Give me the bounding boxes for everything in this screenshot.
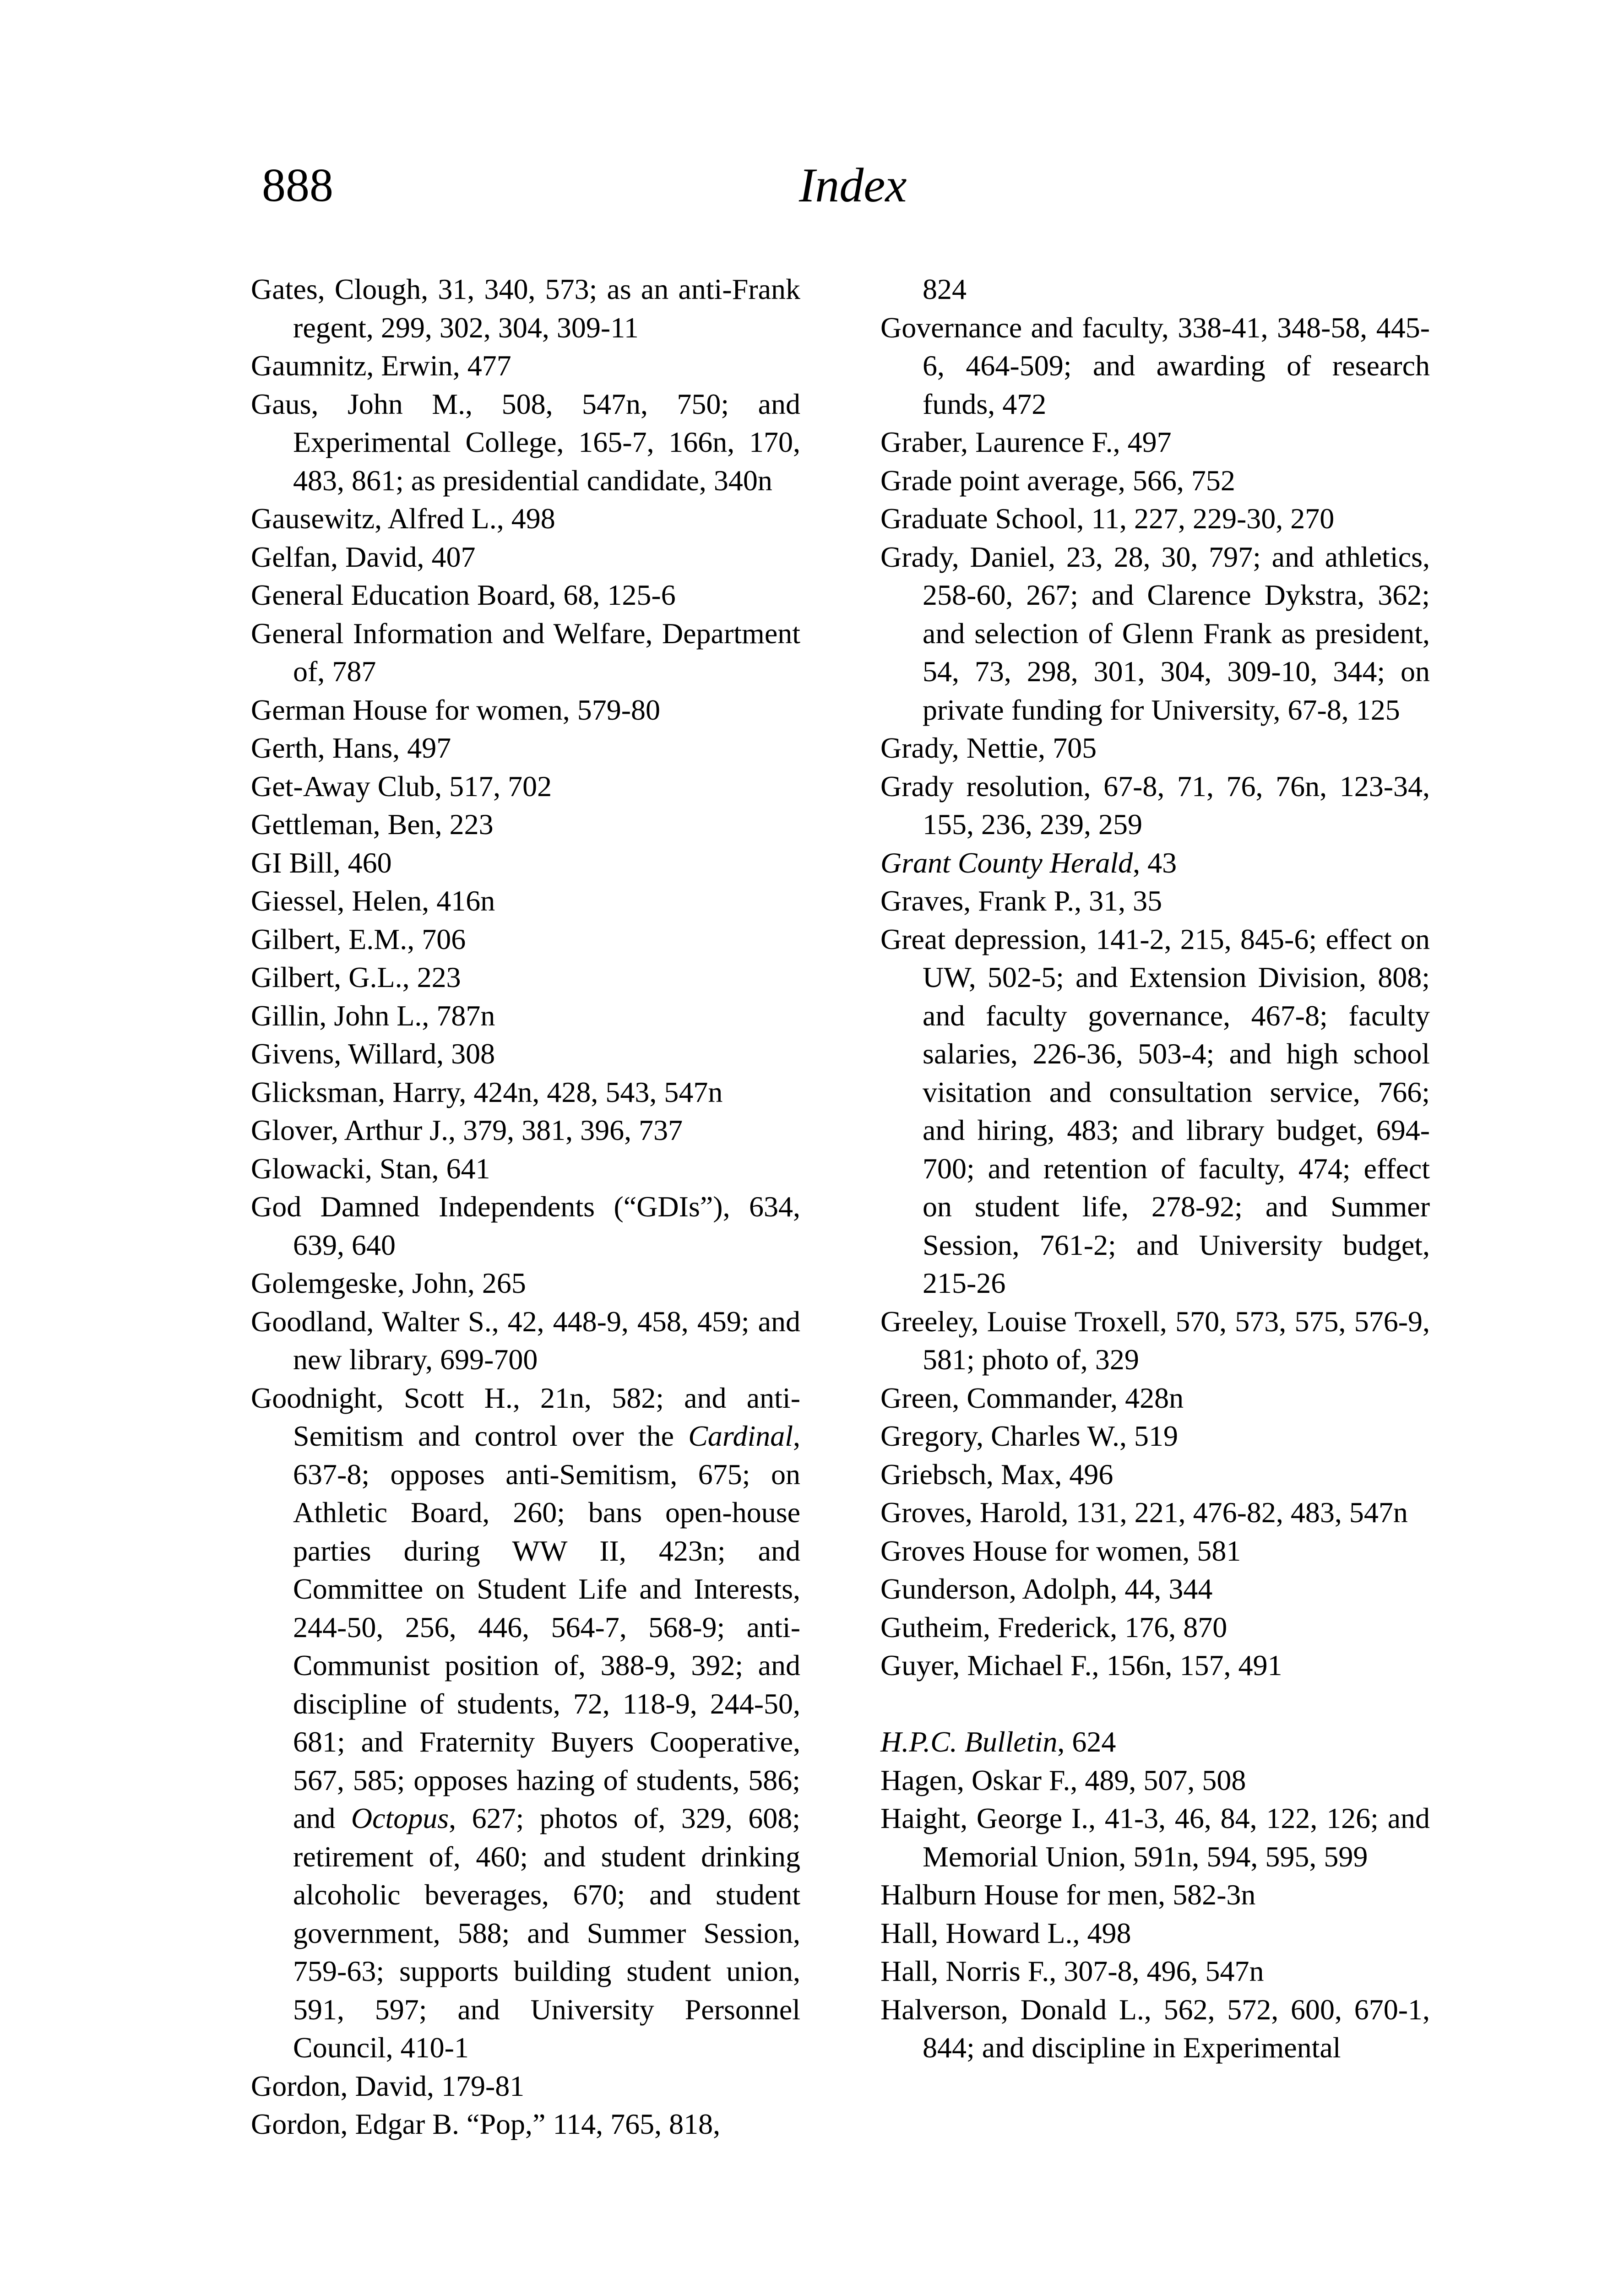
index-entry: Grady resolution, 67-8, 71, 76, 76n, 123-34, 155, 236, 239, 259 [880, 770, 1430, 841]
index-entry: General Information and Welfare, Department of, 787 [251, 617, 800, 688]
index-entry: Groves House for women, 581 [880, 1534, 1241, 1567]
index-entry: Gordon, David, 179-81 [251, 2069, 525, 2102]
index-entry: Graves, Frank P., 31, 35 [880, 884, 1162, 917]
index-entry: Guyer, Michael F., 156n, 157, 491 [880, 1649, 1282, 1681]
index-entry: Glicksman, Harry, 424n, 428, 543, 547n [251, 1075, 723, 1108]
index-entry: Giessel, Helen, 416n [251, 884, 495, 917]
index-entry: Glowacki, Stan, 641 [251, 1152, 490, 1185]
index-entry: Green, Commander, 428n [880, 1381, 1184, 1414]
index-entry: Gaus, John M., 508, 547n, 750; and Experimental College, 165-7, 166n, 170, 483, 861; as presidential candidate, 340n [251, 387, 800, 497]
index-entry: Gerth, Hans, 497 [251, 732, 451, 764]
index-entry: Gordon, Edgar B. “Pop,” 114, 765, 818, [251, 2108, 721, 2140]
index-entry: Get-Away Club, 517, 702 [251, 770, 552, 803]
title-cardinal: Cardinal [688, 1420, 793, 1452]
index-entry: Gaumnitz, Erwin, 477 [251, 349, 511, 382]
letter-section-gap [880, 1685, 1430, 1723]
index-column-left [251, 270, 800, 2143]
index-entry: Grade point average, 566, 752 [880, 464, 1235, 497]
index-entry: Grady, Daniel, 23, 28, 30, 797; and athletics, 258-60, 267; and Clarence Dykstra, 362; and selection of Glenn Frank as president, 54, 73, 298, 301, 304, 309-10, 344; on private funding for University, 67-8, 125 [880, 540, 1430, 726]
index-entry: Haight, George I., 41-3, 46, 84, 122, 126; and Memorial Union, 591n, 594, 595, 599 [880, 1802, 1430, 1873]
index-entry: Groves, Harold, 131, 221, 476-82, 483, 547n [880, 1496, 1408, 1529]
entry-text: , 627; photos of, 329, 608; retirement of, 460; and student drinking alcoholic beverages, 670; and student government, 588; and Summer Session, 759-63; supports building student union, 591, 597; and University Personnel Council, 410-1 [293, 1802, 800, 2064]
index-entry-grant-county [880, 844, 1430, 882]
index-entry: Graber, Laurence F., 497 [880, 426, 1172, 458]
index-entry: Goodland, Walter S., 42, 448-9, 458, 459; and new library, 699-700 [251, 1305, 800, 1376]
index-entry: Gillin, John L., 787n [251, 999, 495, 1032]
index-entry-continuation: 824 [923, 273, 967, 305]
title-grant-county-herald: Grant County Herald [880, 846, 1133, 879]
index-entry: Halburn House for men, 582-3n [880, 1878, 1256, 1911]
index-entry: Gates, Clough, 31, 340, 573; as an anti-Frank regent, 299, 302, 304, 309-11 [251, 273, 800, 344]
index-entry: Gunderson, Adolph, 44, 344 [880, 1573, 1213, 1605]
index-entry: Gutheim, Frederick, 176, 870 [880, 1611, 1228, 1644]
index-entry: Givens, Willard, 308 [251, 1037, 495, 1070]
page-number: 888 [262, 159, 333, 212]
index-entry: Greeley, Louise Troxell, 570, 573, 575, 576-9, 581; photo of, 329 [880, 1305, 1430, 1376]
index-entry: Gelfan, David, 407 [251, 540, 476, 573]
index-entry: Griebsch, Max, 496 [880, 1458, 1113, 1491]
index-entry: German House for women, 579-80 [251, 693, 660, 726]
index-entry: Governance and faculty, 338-41, 348-58, 445-6, 464-509; and awarding of research funds, 472 [880, 311, 1430, 420]
index-entry: Gregory, Charles W., 519 [880, 1420, 1178, 1452]
entry-text: Goodnight, Scott H., 21n, 582; and anti-Semitism and control over the [251, 1381, 800, 1452]
index-entry-hpc [880, 1723, 1430, 1761]
index-entry: Great depression, 141-2, 215, 845-6; effect on UW, 502-5; and Extension Division, 808; and faculty governance, 467-8; faculty salaries, 226-36, 503-4; and high school visitation and consultation service, 766; and hiring, 483; and library budget, 694-700; and retention of faculty, 474; effect on student life, 278-92; and Summer Session, 761-2; and University budget, 215-26 [880, 922, 1430, 1299]
index-entry: GI Bill, 460 [251, 846, 392, 879]
title-octopus: Octopus [351, 1802, 449, 1834]
index-entry: General Education Board, 68, 125-6 [251, 579, 676, 611]
index-entry: Golemgeske, John, 265 [251, 1267, 526, 1299]
index-entry: Hall, Howard L., 498 [880, 1916, 1131, 1949]
index-entry: Gettleman, Ben, 223 [251, 808, 494, 841]
index-column-right [880, 270, 1430, 2067]
index-entry: Gilbert, G.L., 223 [251, 961, 461, 993]
entry-text: , 624 [1057, 1725, 1116, 1758]
index-entry: Halverson, Donald L., 562, 572, 600, 670-1, 844; and discipline in Experimental [880, 1993, 1430, 2064]
index-entry: Gausewitz, Alfred L., 498 [251, 502, 555, 535]
running-head: Index [799, 158, 907, 212]
index-entry: Glover, Arthur J., 379, 381, 396, 737 [251, 1114, 683, 1146]
index-entry-goodnight [251, 1379, 800, 2067]
index-entry: Grady, Nettie, 705 [880, 732, 1097, 764]
index-entry: Hagen, Oskar F., 489, 507, 508 [880, 1763, 1246, 1796]
index-entry: Graduate School, 11, 227, 229-30, 270 [880, 502, 1335, 535]
index-entry: Hall, Norris F., 307-8, 496, 547n [880, 1955, 1264, 1987]
entry-text: , 43 [1133, 846, 1177, 879]
title-hpc-bulletin: H.P.C. Bulletin [880, 1725, 1058, 1758]
entry-text: , 637-8; opposes anti-Semitism, 675; on Athletic Board, 260; bans open-house parties during WW II, 423n; and Committee on Student Life and Interests, 244-50, 256, 446, 564-7, 568-9; anti-Communist position of, 388-9, 392; and discipline of students, 72, 118-9, 244-50, 681; and Fraternity Buyers Cooperative, 567, 585; opposes hazing of students, 586; and [293, 1420, 801, 1834]
index-entry: Gilbert, E.M., 706 [251, 922, 466, 955]
index-entry: God Damned Independents (“GDIs”), 634, 639, 640 [251, 1190, 800, 1261]
